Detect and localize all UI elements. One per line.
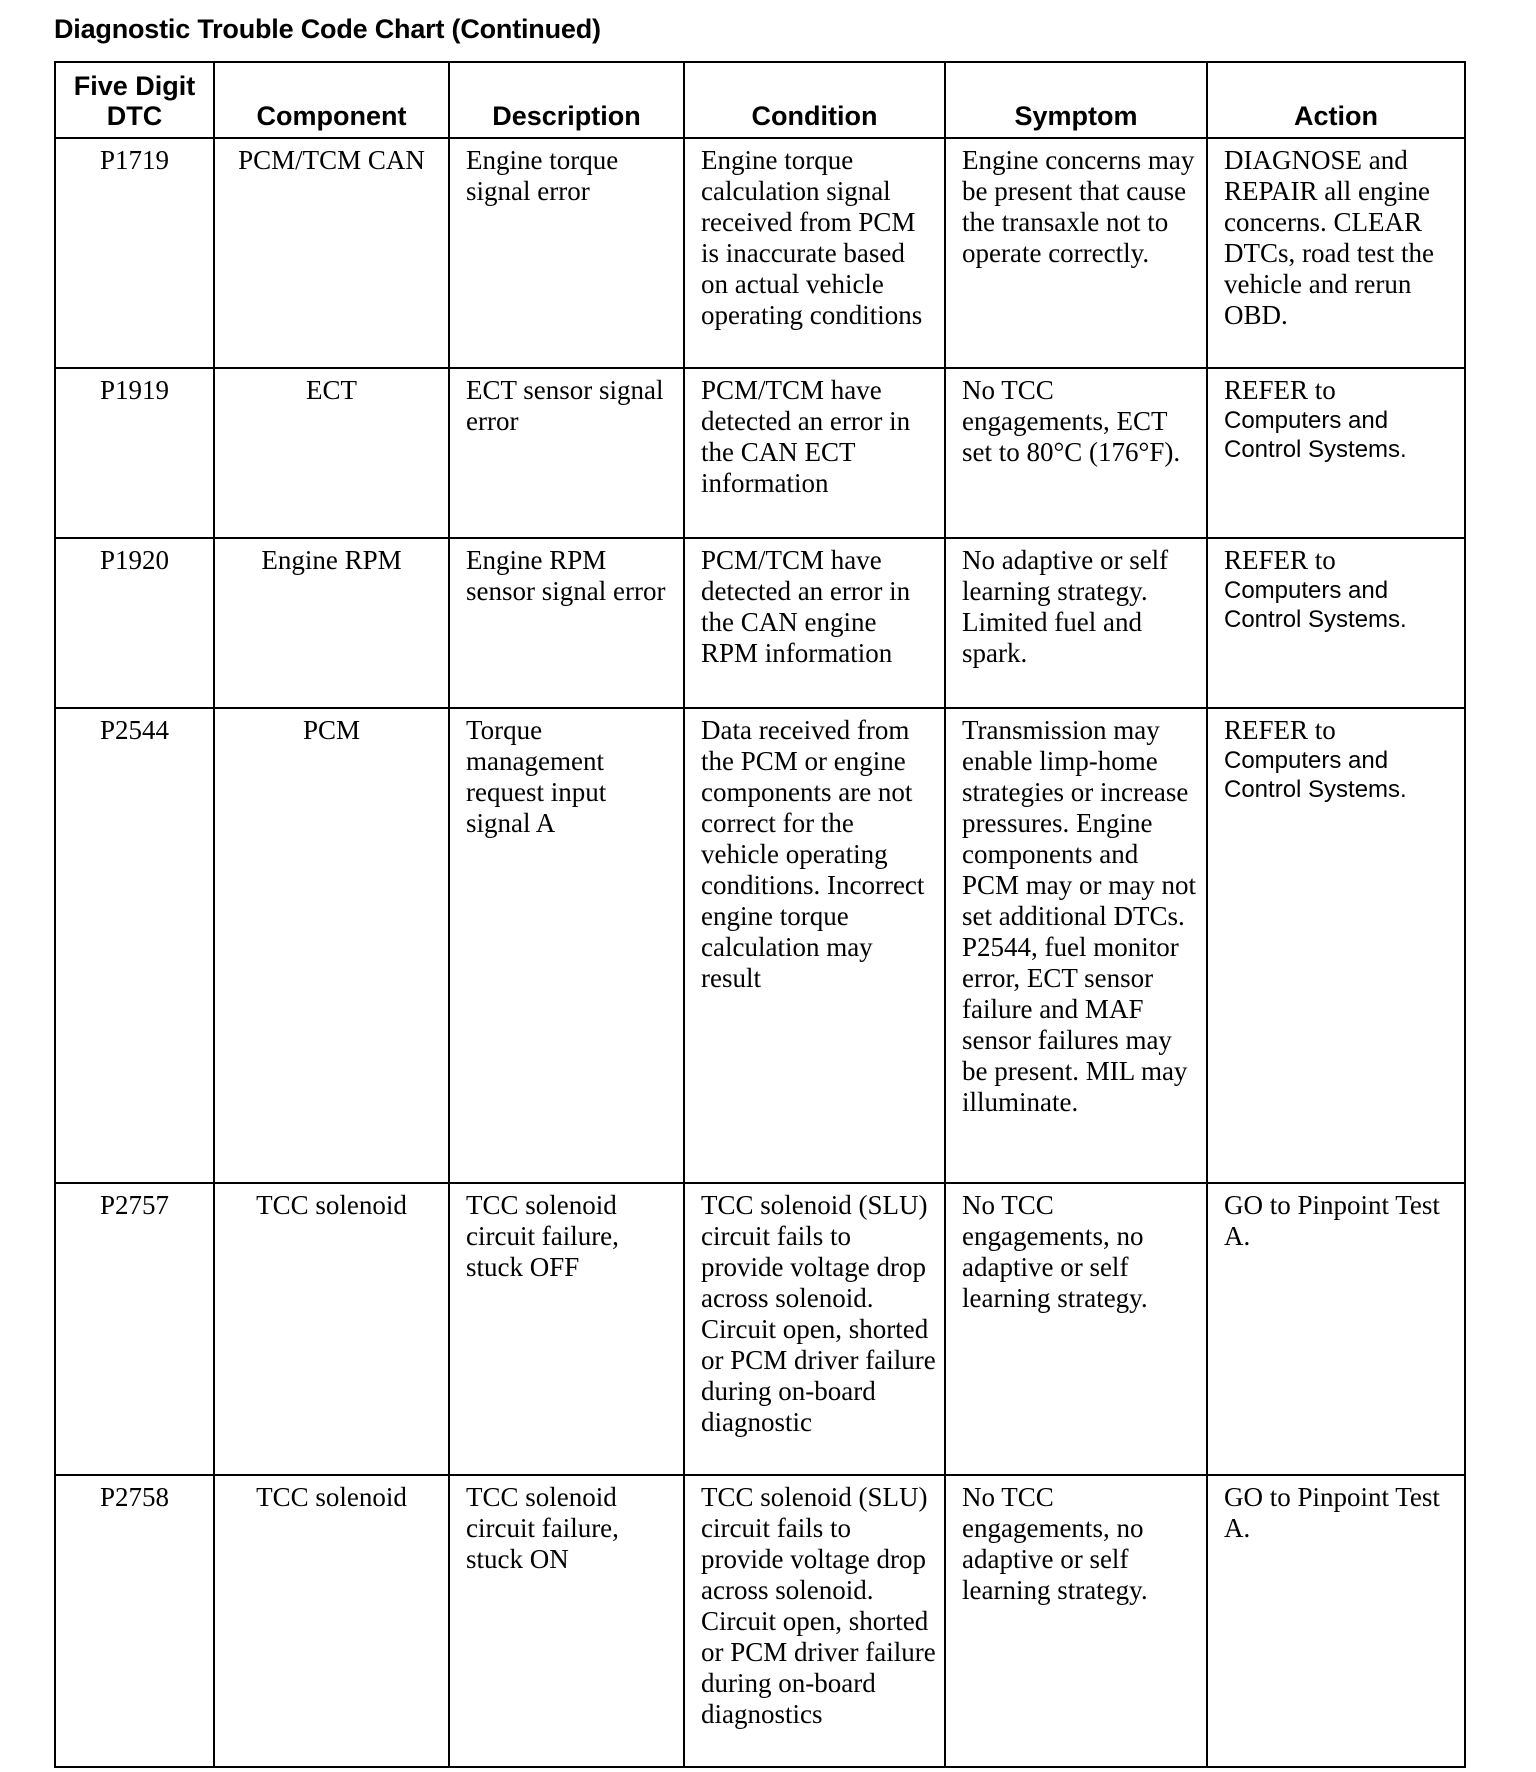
cell-description: Engine torque signal error — [449, 138, 684, 368]
header-description: Description — [449, 62, 684, 138]
page-title: Diagnostic Trouble Code Chart (Continued) — [54, 14, 601, 44]
cell-dtc: P2758 — [55, 1475, 214, 1767]
dtc-chart-table — [54, 61, 1466, 1768]
header-five-digit-dtc: Five Digit DTC — [55, 62, 214, 138]
cell-description: Torque management request input signal A — [449, 708, 684, 1183]
table-row-p1919 — [55, 368, 1465, 538]
cell-component: ECT — [214, 368, 449, 538]
action-refer-target: Computers and Control Systems. — [1224, 577, 1407, 633]
cell-dtc: P1920 — [55, 538, 214, 708]
cell-description: TCC solenoid circuit failure, stuck ON — [449, 1475, 684, 1767]
header-symptom: Symptom — [945, 62, 1207, 138]
cell-action — [1207, 708, 1465, 1183]
table-row-p1719 — [55, 138, 1465, 368]
cell-action — [1207, 368, 1465, 538]
cell-action: GO to Pinpoint Test A. — [1207, 1183, 1465, 1475]
cell-dtc: P2544 — [55, 708, 214, 1183]
action-refer-text: REFER to — [1224, 715, 1336, 745]
header-action: Action — [1207, 62, 1465, 138]
cell-component: PCM/TCM CAN — [214, 138, 449, 368]
cell-condition: TCC solenoid (SLU) circuit fails to provide voltage drop across solenoid. Circuit open, shorted or PCM driver failure during on-board diagnostic — [684, 1183, 945, 1475]
cell-condition: TCC solenoid (SLU) circuit fails to provide voltage drop across solenoid. Circuit open, shorted or PCM driver failure during on-board diagnostics — [684, 1475, 945, 1767]
cell-symptom: No adaptive or self learning strategy. Limited fuel and spark. — [945, 538, 1207, 708]
cell-description: ECT sensor signal error — [449, 368, 684, 538]
cell-component: TCC solenoid — [214, 1183, 449, 1475]
cell-symptom: No TCC engagements, no adaptive or self learning strategy. — [945, 1183, 1207, 1475]
cell-dtc: P2757 — [55, 1183, 214, 1475]
cell-dtc: P1919 — [55, 368, 214, 538]
table-body — [55, 138, 1465, 1767]
cell-symptom: Transmission may enable limp-home strategies or increase pressures. Engine components and PCM may or may not set additional DTCs. P2544, fuel monitor error, ECT sensor failure and MAF sensor failures may be present. MIL may illuminate. — [945, 708, 1207, 1183]
cell-symptom: No TCC engagements, ECT set to 80°C (176°F). — [945, 368, 1207, 538]
cell-action — [1207, 538, 1465, 708]
header-component: Component — [214, 62, 449, 138]
cell-condition: PCM/TCM have detected an error in the CAN engine RPM information — [684, 538, 945, 708]
action-refer-target: Computers and Control Systems. — [1224, 747, 1407, 803]
cell-symptom: Engine concerns may be present that cause the transaxle not to operate correctly. — [945, 138, 1207, 368]
cell-action: GO to Pinpoint Test A. — [1207, 1475, 1465, 1767]
cell-dtc: P1719 — [55, 138, 214, 368]
cell-component: TCC solenoid — [214, 1475, 449, 1767]
header-condition: Condition — [684, 62, 945, 138]
action-refer-target: Computers and Control Systems. — [1224, 407, 1407, 463]
table-row-p1920 — [55, 538, 1465, 708]
cell-condition: PCM/TCM have detected an error in the CAN ECT information — [684, 368, 945, 538]
cell-component: Engine RPM — [214, 538, 449, 708]
cell-description: TCC solenoid circuit failure, stuck OFF — [449, 1183, 684, 1475]
table-header — [55, 62, 1465, 138]
table-row-p2758 — [55, 1475, 1465, 1767]
cell-description: Engine RPM sensor signal error — [449, 538, 684, 708]
cell-action: DIAGNOSE and REPAIR all engine concerns. CLEAR DTCs, road test the vehicle and rerun OBD. — [1207, 138, 1465, 368]
cell-symptom: No TCC engagements, no adaptive or self learning strategy. — [945, 1475, 1207, 1767]
action-refer-text: REFER to — [1224, 545, 1336, 575]
table-row-p2757 — [55, 1183, 1465, 1475]
header-row — [55, 62, 1465, 138]
table-row-p2544 — [55, 708, 1465, 1183]
cell-condition: Engine torque calculation signal received from PCM is inaccurate based on actual vehicle operating conditions — [684, 138, 945, 368]
cell-component: PCM — [214, 708, 449, 1183]
action-refer-text: REFER to — [1224, 375, 1336, 405]
cell-condition: Data received from the PCM or engine components are not correct for the vehicle operating conditions. Incorrect engine torque calculation may result — [684, 708, 945, 1183]
